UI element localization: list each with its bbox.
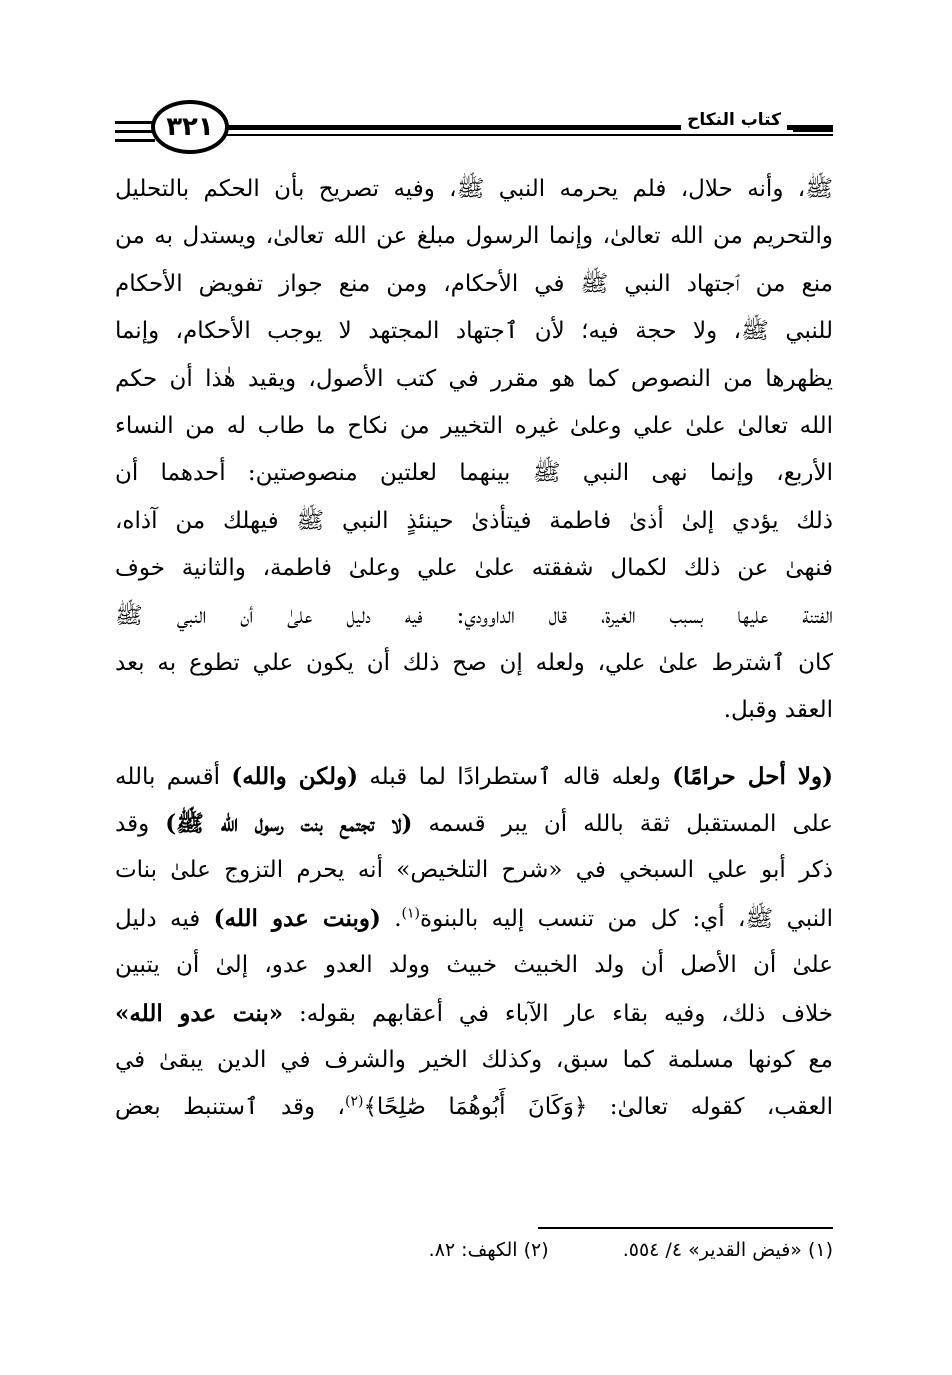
bold-phrase: (لا تجتمع بنت رسول الله ﷺ) xyxy=(165,810,413,838)
footnote-2: (٢) الكهف: ٨٢. xyxy=(428,1239,549,1261)
footnote-ref: (٢) xyxy=(344,1093,364,1110)
footnote-separator xyxy=(538,1227,833,1229)
text-line: فنهىٰ عن ذلك لكمال شفقته علىٰ علي وعلىٰ فاطمة، والثانية خوف xyxy=(115,555,833,582)
running-title: كتاب النكاح xyxy=(681,109,787,131)
text-run: العقب، كقوله تعالىٰ: ﴿وَكَانَ أَبُوهُمَا صَٰلِحًا﴾ xyxy=(363,1094,833,1121)
footnote-ref: (١) xyxy=(401,905,421,922)
bold-phrase: «بنت عدو الله» xyxy=(115,999,284,1027)
header-rule-left xyxy=(115,139,155,142)
text-line xyxy=(115,753,833,800)
text-run: فيه دليل xyxy=(115,905,214,932)
page-number: ٣٢١ xyxy=(151,100,229,154)
text-line: علىٰ أن الأصل أن ولد الخبيث خبيث وولد العدو عدو، إلىٰ أن يتبين xyxy=(115,952,833,979)
text-line: ذلك يؤدي إلىٰ أذىٰ فاطمة فيتأذىٰ حينئذٍ النبي ﷺ فيهلك من آذاه، xyxy=(115,507,833,534)
bold-phrase: (وبنت عدو الله) xyxy=(213,904,381,932)
text-line: الأربع، وإنما نهى النبي ﷺ بينهما لعلتين منصوصتين: أحدهما أن xyxy=(115,460,833,487)
text-run: خلاف ذلك، وفيه بقاء عار الآباء في أعقابهم بقوله: xyxy=(283,1000,833,1027)
bold-phrase: (ولكن والله) xyxy=(231,762,358,790)
text-line: كان ٱشترط علىٰ علي، ولعله إن صح ذلك أن يكون علي تطوع به بعد xyxy=(115,649,833,676)
header-rule-thin xyxy=(225,134,833,136)
header-rule-left xyxy=(115,121,155,124)
text-run: ولعله قاله ٱستطرادًا لما قبله xyxy=(357,763,673,790)
text-line: ﷺ، وأنه حلال، فلم يحرمه النبي ﷺ، وفيه تصريح بأن الحكم بالتحليل xyxy=(115,176,833,202)
text-line: منع من ٱجتهاد النبي ﷺ في الأحكام، ومن منع جواز تفويض الأحكام xyxy=(115,270,833,297)
text-line: يظهرها من النصوص كما هو مقرر في كتب الأصول، ويقيد هٰذا أن حكم xyxy=(115,365,833,392)
main-text xyxy=(115,166,833,1132)
text-line: والتحريم من الله تعالىٰ، وإنما الرسول مبلغ عن الله تعالىٰ، ويستدل به من xyxy=(115,223,833,250)
text-run: . xyxy=(380,905,402,932)
footnotes xyxy=(345,1236,833,1264)
text-line: للنبي ﷺ، ولا حجة فيه؛ لأن ٱجتهاد المجتهد لا يوجب الأحكام، وإنما xyxy=(115,318,833,345)
text-run: ، وقد ٱستنبط بعض xyxy=(115,1094,345,1121)
text-line: ذكر أبو علي السبخي في «شرح التلخيص» أنه يحرم التزوج علىٰ بنات xyxy=(115,857,833,884)
text-line: الفتنة عليها بسبب الغيرة، قال الداوودي: فيه دليل علىٰ أن النبي ﷺ xyxy=(115,602,833,629)
text-line xyxy=(115,800,833,847)
page-header xyxy=(115,98,833,160)
header-rule-right xyxy=(793,129,833,132)
text-line: الله تعالىٰ علىٰ علي وعلىٰ غيره التخيير من نكاح ما طاب له من النساء xyxy=(115,412,833,439)
text-run: النبي ﷺ، أي: كل من تنسب إليه بالبنوة xyxy=(420,905,833,932)
text-run: أقسم بالله xyxy=(115,763,232,790)
paragraph-gap xyxy=(115,735,833,753)
text-line xyxy=(115,895,833,942)
bold-phrase: (ولا أحل حرامًا) xyxy=(672,762,833,790)
text-run: وقد xyxy=(115,811,166,838)
header-rule-left xyxy=(115,130,155,133)
text-run: على المستقبل ثقة بالله أن يبر قسمه xyxy=(412,811,833,838)
footnote-1: (١) «فيض القدير» ٤/ ٥٥٤. xyxy=(622,1239,833,1261)
text-line xyxy=(115,990,833,1037)
text-line xyxy=(115,1084,833,1131)
text-line: العقد وقبل. xyxy=(723,697,833,724)
text-line: مع كونها مسلمة كما سبق، وكذلك الخير والشرف في الدين يبقىٰ في xyxy=(115,1047,833,1074)
